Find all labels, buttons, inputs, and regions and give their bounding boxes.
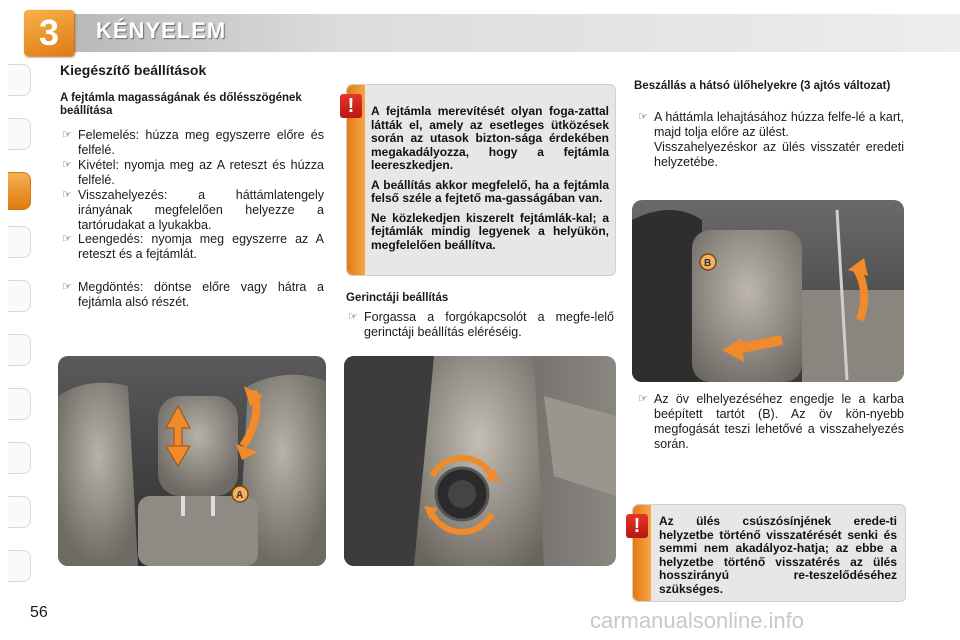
- bullet-icon: ☞: [62, 233, 72, 245]
- bullet-icon: ☞: [638, 111, 648, 123]
- lumbar-photo: [344, 356, 616, 566]
- list-item: ☞ Leengedés: nyomja meg egyszerre az A reteszt és a fejtámlát.: [62, 232, 324, 261]
- chapter-tab[interactable]: [8, 64, 31, 96]
- seat-fold-photo: [632, 200, 904, 382]
- lumbar-subheading: Gerinctáji beállítás: [346, 292, 449, 304]
- bullet-icon: ☞: [62, 189, 72, 201]
- warning-icon: !: [626, 514, 648, 538]
- chapter-tab[interactable]: [8, 226, 31, 258]
- chapter-tab-active[interactable]: [8, 172, 31, 210]
- warning-box-seat-rail: [632, 504, 906, 602]
- bullet-icon: ☞: [62, 281, 72, 293]
- chapter-tab[interactable]: [8, 388, 31, 420]
- svg-text:B: B: [704, 258, 712, 269]
- chapter-number: 3: [24, 10, 74, 56]
- list-item: ☞ Forgassa a forgókapcsolót a megfe-lelő gerinctáji beállítás eléréséig.: [348, 310, 614, 339]
- chapter-tab[interactable]: [8, 118, 31, 150]
- list-item: ☞ Felemelés: húzza meg egyszerre előre és felfelé.: [62, 128, 324, 157]
- warning-text: A fejtámla merevítését olyan foga-zattal látták el, amely az esetleges ütközések során az utasok bizton-sága érdekében megakadályozza, hogy a fejtámla leereszkedjen. A beállítás akkor megfelelő, ha a fejtámla felső széle a fejtető ma-gasságában van. Ne közlekedjen kiszerelt fejtámlák-kal; a fejtámlák mindig legyenek a helyükön, megfelelően beállítva.: [371, 104, 609, 252]
- warning-text: Az ülés csúszósínjének erede-ti helyzetbe történő visszatérését senki és semmi nem akadályoz-hatja; az ebbe a helyzetbe történő visszatérés az ülés hosszirányú re-teszelődéséhez szükséges.: [659, 514, 897, 596]
- bullet-icon: ☞: [62, 159, 72, 171]
- headrest-photo: [58, 356, 326, 566]
- paragraph: Visszahelyezéskor az ülés visszatér eredeti helyzetébe.: [654, 140, 904, 169]
- section-title: Kiegészítő beállítások: [60, 62, 207, 78]
- list-item: ☞ Visszahelyezés: a háttámlatengely irányának megfelelően helyezze a tartórudakat a lyukakba.: [62, 188, 324, 232]
- left-subheading: A fejtámla magasságának és dőlésszögének beállítása: [60, 92, 302, 117]
- rear-access-subheading: Beszállás a hátsó ülőhelyekre (3 ajtós változat): [634, 80, 891, 92]
- bullet-icon: ☞: [348, 311, 358, 323]
- page-title: KÉNYELEM: [96, 18, 227, 43]
- warning-icon: !: [340, 94, 362, 118]
- chapter-tab[interactable]: [8, 496, 31, 528]
- list-item: ☞ A háttámla lehajtásához húzza felfe-lé a kart, majd tolja előre az ülést.: [638, 110, 904, 139]
- chapter-tab[interactable]: [8, 550, 31, 582]
- chapter-tab[interactable]: [8, 334, 31, 366]
- list-item: ☞ Kivétel: nyomja meg az A reteszt és húzza felfelé.: [62, 158, 324, 187]
- bullet-icon: ☞: [62, 129, 72, 141]
- watermark: carmanualsonline.info: [590, 608, 805, 633]
- warning-box-headrest: [346, 84, 616, 276]
- page-number: 56: [30, 604, 48, 621]
- chapter-tab[interactable]: [8, 442, 31, 474]
- list-item: ☞ Az öv elhelyezéséhez engedje le a karba beépített tartót (B). Az öv kön-nyebb megfogását teszi lehetővé a visszahelyezés során.: [638, 392, 904, 451]
- chapter-tab[interactable]: [8, 280, 31, 312]
- bullet-icon: ☞: [638, 393, 648, 405]
- list-item: ☞ Megdöntés: döntse előre vagy hátra a fejtámla alsó részét.: [62, 280, 324, 309]
- svg-text:A: A: [236, 490, 244, 501]
- chapter-sidebar: [0, 0, 40, 640]
